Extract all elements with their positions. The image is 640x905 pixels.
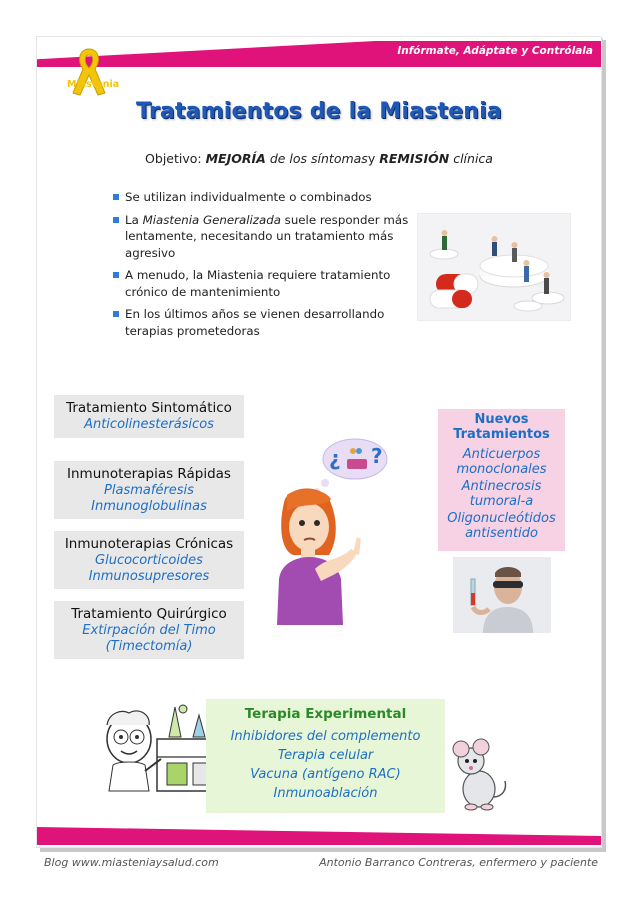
treatment-box-symptomatic: Tratamiento Sintomático Anticolinesterásicos: [54, 395, 244, 438]
poster-page: [36, 36, 602, 848]
footer-author: Antonio Barranco Contreras, enfermero y paciente: [319, 856, 598, 869]
pills-with-figurines-image: [417, 213, 571, 321]
experimental-therapy-box: Terapia Experimental Inhibidores del complemento Terapia celular Vacuna (antígeno RAC) Inmunoablación: [206, 699, 445, 813]
objective-mid: de los síntomas: [269, 151, 368, 166]
footer-blog-url: Blog www.miasteniaysalud.com: [44, 856, 219, 869]
objective-and: y: [367, 151, 376, 166]
new-treatments-box: Nuevos Tratamientos Anticuerpos monoclonales Antinecrosis tumoral-a Oligonucleótidos antisentido: [438, 409, 565, 551]
bullet-item: En los últimos años se vienen desarrollando terapias prometedoras: [113, 306, 413, 339]
objective-remission: REMISIÓN: [379, 151, 450, 166]
bullet-square-icon: [113, 194, 119, 200]
question-close-glyph: ?: [371, 444, 383, 468]
objective-end: clínica: [453, 151, 493, 166]
experimental-list: Inhibidores del complemento Terapia celular Vacuna (antígeno RAC) Inmunoablación: [230, 729, 421, 801]
bullet-item: Se utilizan individualmente o combinados: [113, 189, 413, 206]
bullet-square-icon: [113, 311, 119, 317]
logo-text: Miastenia: [67, 79, 120, 90]
bullet-item: La Miastenia Generalizada suele responder más lentamente, necesitando un tratamiento más agresivo: [113, 212, 413, 262]
bottom-pink-band: [37, 827, 601, 845]
futuristic-scientist-image: [453, 557, 551, 633]
bullet-square-icon: [113, 217, 119, 223]
treatment-box-surgical: Tratamiento Quirúrgico Extirpación del Timo (Timectomía): [54, 601, 244, 659]
treatment-box-rapid-immuno: Inmunoterapias Rápidas Plasmaféresis Inmunoglobulinas: [54, 461, 244, 519]
lab-mouse-illustration: [447, 737, 511, 811]
objective-line: [37, 151, 601, 166]
treatment-box-chronic-immuno: Inmunoterapias Crónicas Glucocorticoides Inmunosupresores: [54, 531, 244, 589]
question-open-glyph: ¿: [329, 446, 341, 470]
bullet-list: [113, 189, 413, 345]
header-slogan: Infórmate, Adáptate y Contrólala: [397, 45, 593, 57]
bullet-square-icon: [113, 272, 119, 278]
page-title: Tratamientos de la Miastenia: [136, 99, 502, 124]
thinking-girl-illustration: [257, 429, 395, 625]
objective-label: Objetivo:: [145, 151, 202, 166]
objective-improvement: MEJORÍA: [205, 151, 266, 166]
bullet-item: A menudo, la Miastenia requiere tratamiento crónico de mantenimiento: [113, 267, 413, 300]
